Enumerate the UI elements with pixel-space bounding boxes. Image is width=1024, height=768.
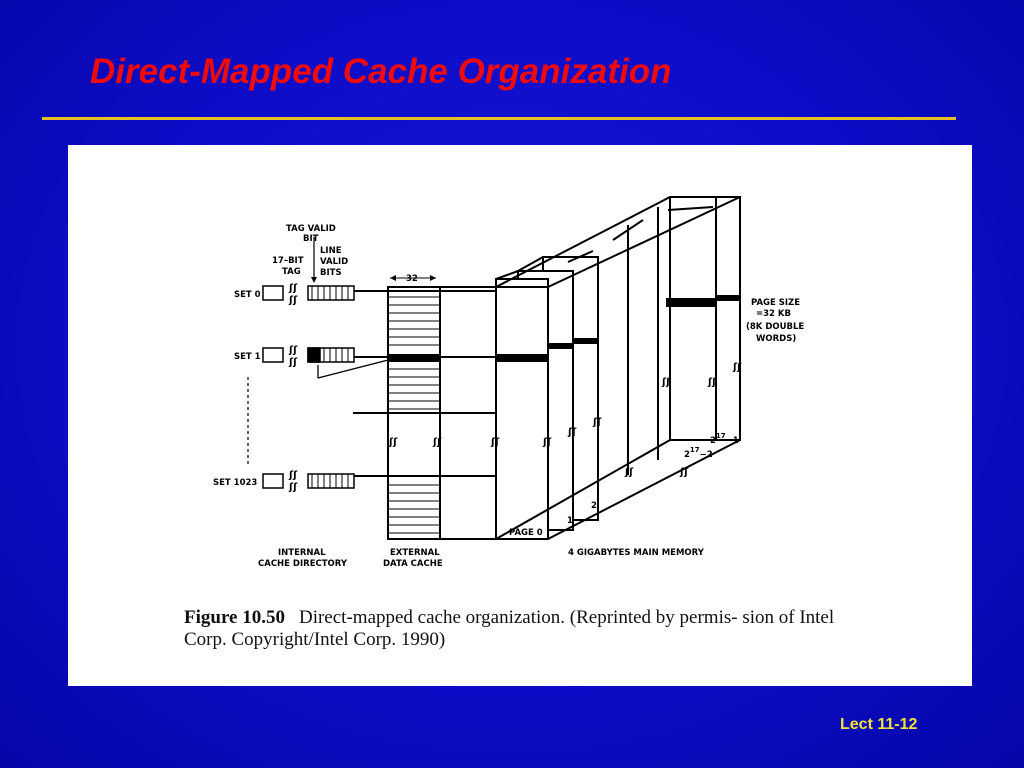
internal-cache-label-1: INTERNAL [278,548,326,558]
figure-panel [68,145,972,686]
svg-text:ʃʃ: ʃʃ [593,417,602,428]
page2-label: 2 [591,501,597,511]
memory-page-top [670,197,740,440]
svg-text:ʃʃ: ʃʃ [625,467,634,478]
svg-text:ʃʃ: ʃʃ [433,437,442,448]
directory-entry-set1 [263,348,354,362]
slide-title: Direct-Mapped Cache Organization [90,52,672,91]
page-size-label-1: PAGE SIZE [751,298,801,308]
caption-text: Direct-mapped cache organization. (Reprinted by permis- sion of Intel Corp. Copyright/Intel Corp. 1990) [184,607,835,650]
svg-text:ʃʃ: ʃʃ [389,437,398,448]
svg-text:ʃʃ: ʃʃ [289,345,298,356]
svg-text:ʃʃ: ʃʃ [289,357,298,368]
line-valid-label-3: BITS [320,268,342,278]
svg-text:ʃʃ: ʃʃ [568,427,577,438]
page-size-label-4: WORDS) [756,334,797,344]
directory-entry-set0 [263,286,354,300]
line-valid-label-1: LINE [320,246,342,256]
svg-text:ʃʃ: ʃʃ [680,467,689,478]
set1-label: SET 1 [234,352,261,362]
page-size-label-2: =32 KB [756,309,791,319]
svg-text:ʃʃ: ʃʃ [289,470,298,481]
slide-footer: Lect 11-12 [840,716,918,733]
external-cache-label-1: EXTERNAL [390,548,440,558]
internal-cache-label-2: CACHE DIRECTORY [258,559,348,569]
svg-text:ʃʃ: ʃʃ [289,283,298,294]
svg-text:ʃʃ: ʃʃ [491,437,500,448]
memory-page-0 [496,287,548,539]
tag-valid-label-2: BIT [303,234,319,244]
title-divider [42,117,956,120]
page0-label: PAGE 0 [509,528,543,538]
set1023-label: SET 1023 [213,478,258,488]
line-valid-label-2: VALID [320,257,349,267]
tag-valid-label-1: TAG VALID [286,224,336,234]
tag-bits-label-2: TAG [282,267,301,277]
svg-text:ʃʃ: ʃʃ [289,295,298,306]
svg-text:ʃʃ: ʃʃ [543,437,552,448]
svg-text:ʃʃ: ʃʃ [708,377,717,388]
main-memory-label: 4 GIGABYTES MAIN MEMORY [568,548,704,558]
width-marker-label: 32 [406,274,418,284]
tag-bits-label-1: 17–BIT [272,256,304,266]
directory-entry-set1023 [263,474,354,488]
svg-text:ʃʃ: ʃʃ [289,482,298,493]
page-last-minus2-label: $2^{17}-2$ [684,446,713,460]
svg-text:ʃʃ: ʃʃ [662,377,671,388]
page-last-minus1-label: $2^{17}-1$ [710,432,739,446]
page1-label: 1 [567,516,573,526]
set0-label: SET 0 [234,290,261,300]
cache-diagram [68,145,972,686]
caption-label: Figure 10.50 [184,607,285,628]
external-cache-label-2: DATA CACHE [383,559,443,569]
figure-caption [184,607,864,651]
page-size-label-3: (8K DOUBLE [746,322,805,332]
svg-text:ʃʃ: ʃʃ [733,362,742,373]
